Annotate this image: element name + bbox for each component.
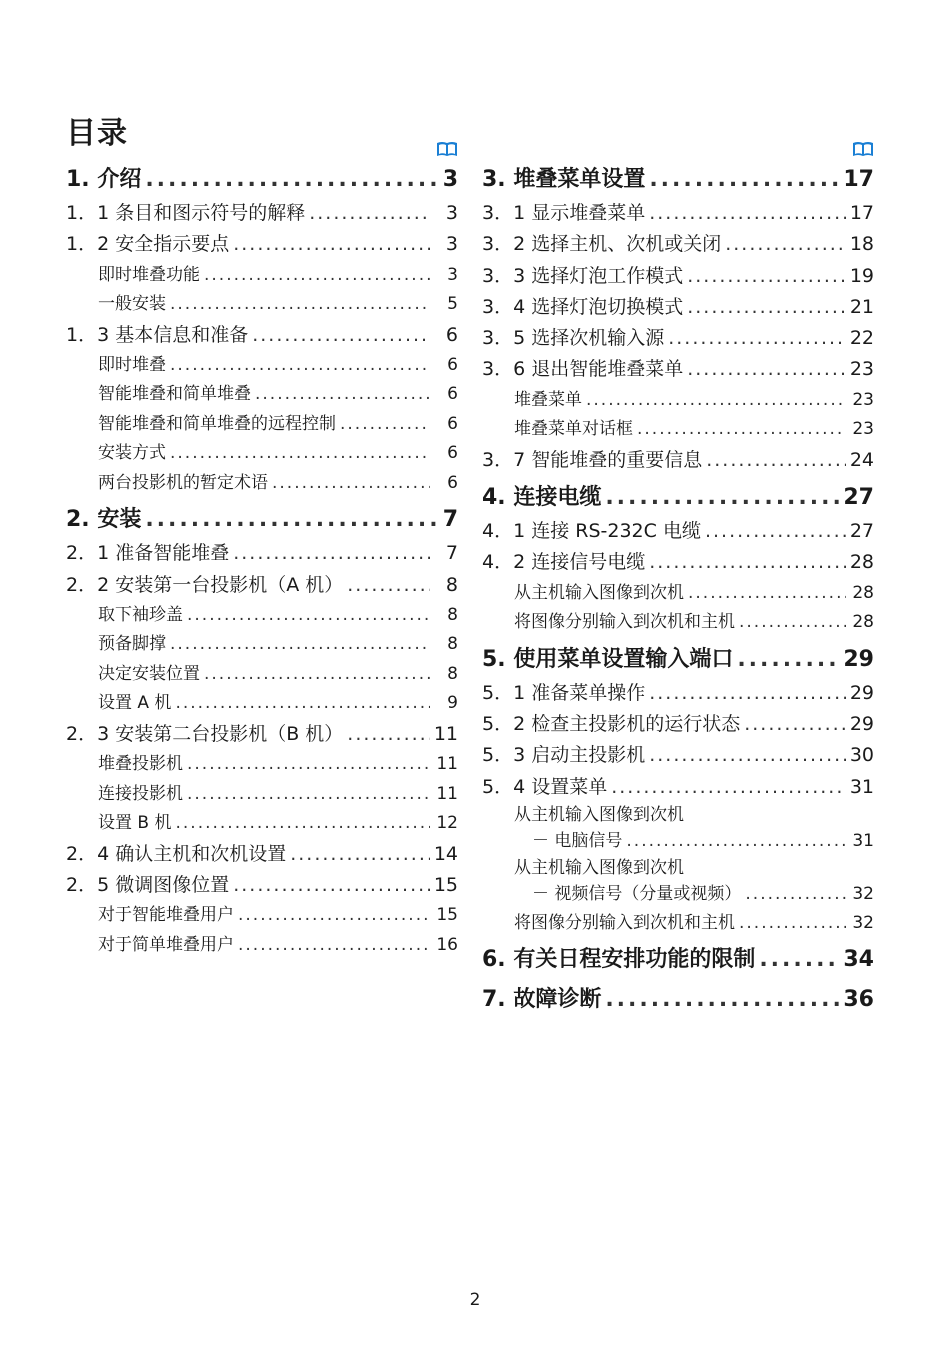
toc-entry-title: 7. 故障诊断 [482, 987, 602, 1013]
dot-leader [170, 630, 430, 660]
toc-page-number: 5 [447, 294, 458, 315]
dot-leader [272, 469, 430, 499]
dot-leader [204, 261, 430, 291]
dot-leader [347, 570, 430, 601]
toc-entry-title: 6. 有关日程安排功能的限制 [482, 947, 756, 973]
toc-section-entry[interactable] [482, 198, 874, 229]
toc-subsection-entry[interactable] [482, 415, 874, 445]
toc-entry-title: 智能堆叠和简单堆叠 [98, 384, 251, 405]
dot-leader [626, 827, 846, 856]
toc-subsection-entry[interactable] [66, 750, 458, 780]
toc-page-number: 34 [843, 947, 874, 973]
toc-entry-title: 预备脚撑 [98, 634, 166, 655]
toc-subsection-entry[interactable] [482, 386, 874, 416]
toc-page-number: 24 [849, 448, 874, 471]
toc-entry-title: 堆叠菜单对话框 [514, 419, 633, 440]
toc-entry-title: 决定安装位置 [98, 663, 200, 684]
toc-entry-title: 设置 A 机 [98, 693, 172, 714]
dot-leader [145, 502, 438, 538]
toc-subsection-entry[interactable] [482, 909, 874, 939]
book-icon [852, 140, 874, 162]
dot-leader [687, 261, 846, 292]
toc-page-number: 17 [849, 202, 874, 224]
toc-subsection-entry[interactable] [66, 689, 458, 719]
toc-entry-title: 堆叠菜单 [514, 389, 582, 410]
dot-leader [668, 323, 846, 354]
toc-page-number: 31 [849, 775, 874, 798]
dot-leader [255, 380, 430, 410]
toc-entry-title: 5．2 检查主投影机的运行状态 [482, 712, 741, 735]
dot-leader [252, 320, 430, 351]
dot-leader [688, 579, 846, 609]
toc-entry-title: 2．3 安装第二台投影机（B 机） [66, 722, 344, 745]
dot-leader [739, 909, 846, 939]
toc-entry-title: 2. 安装 [66, 507, 142, 533]
toc-entry-title: 4．1 连接 RS-232C 电缆 [482, 520, 701, 543]
toc-entry-title: 堆叠投影机 [98, 754, 183, 775]
dot-leader [309, 198, 430, 229]
toc-subsection-entry[interactable] [66, 469, 458, 499]
toc-entry-title: 3．4 选择灯泡切换模式 [482, 295, 684, 318]
toc-entry-title: 将图像分别输入到次机和主机 [514, 912, 735, 933]
toc-entry-title: 3．7 智能堆叠的重要信息 [482, 448, 703, 471]
toc-entry-title: 3．2 选择主机、次机或关闭 [482, 233, 722, 256]
toc-page-number: 12 [436, 813, 458, 834]
toc-page-number: 8 [447, 604, 458, 625]
toc-page-number: 29 [849, 712, 874, 735]
dot-leader [170, 290, 430, 320]
toc-entry [514, 880, 874, 909]
toc-page-number: 14 [433, 842, 458, 865]
toc-chapter-entry[interactable] [482, 942, 874, 978]
toc-page-number: 30 [849, 744, 874, 767]
toc-section-entry[interactable] [482, 678, 874, 709]
toc-entry-title: 1. 介绍 [66, 167, 142, 192]
dot-leader [706, 445, 846, 476]
toc-section-entry[interactable] [482, 740, 874, 771]
toc-entry-title: 连接投影机 [98, 783, 183, 804]
dot-leader [170, 439, 430, 469]
toc-subsection-entry[interactable] [66, 630, 458, 660]
toc-page-number: 18 [849, 233, 874, 256]
dot-leader [739, 608, 846, 638]
toc-subsection-entry[interactable] [482, 608, 874, 638]
dot-leader [238, 931, 430, 961]
toc-page-number: 6 [447, 413, 458, 434]
dot-leader [744, 709, 846, 740]
toc-entry-title: － 电脑信号 [532, 830, 623, 851]
toc-page-number: 7 [442, 507, 458, 533]
toc-subsection-entry[interactable] [66, 809, 458, 839]
toc-entry-title: 3．3 选择灯泡工作模式 [482, 264, 684, 287]
toc-section-entry[interactable] [482, 354, 874, 385]
toc-page-number: 15 [436, 905, 458, 926]
dot-leader [649, 547, 846, 578]
dot-leader [745, 880, 846, 909]
toc-page-number: 29 [843, 646, 874, 672]
toc-page-number: 8 [447, 634, 458, 655]
toc-entry-title: 5．3 启动主投影机 [482, 744, 646, 767]
toc-subsection-entry[interactable] [66, 351, 458, 381]
toc-subsection-entry[interactable] [66, 439, 458, 469]
toc-page-number: 3 [445, 233, 458, 256]
toc-entry-title: 从主机输入图像到次机 [514, 582, 684, 603]
toc-section-entry[interactable] [66, 719, 458, 750]
toc-section-entry[interactable] [66, 320, 458, 351]
toc-page-number: 6 [447, 472, 458, 493]
toc-page-number: 23 [852, 419, 874, 440]
dot-leader [340, 410, 430, 440]
toc-subsection-entry[interactable] [66, 601, 458, 631]
toc-entry-title: 3．6 退出智能堆叠菜单 [482, 358, 684, 381]
toc-entry-title: － 视频信号（分量或视频） [532, 883, 742, 904]
dot-leader [649, 162, 839, 198]
toc-entry-title: 5．1 准备菜单操作 [482, 681, 646, 704]
dot-leader [637, 415, 846, 445]
toc-subsection-entry[interactable] [66, 261, 458, 291]
toc-page-number: 6 [447, 384, 458, 405]
page-number: 2 [469, 1290, 481, 1310]
toc-section-entry[interactable] [482, 547, 874, 578]
toc-entry-title: 5. 使用菜单设置输入端口 [482, 646, 734, 672]
toc-subsection-entry[interactable] [66, 290, 458, 320]
dot-leader [737, 642, 839, 678]
toc-section-entry[interactable] [66, 198, 458, 229]
dot-leader [687, 292, 846, 323]
toc-chapter-entry[interactable] [66, 502, 458, 538]
toc-section-entry[interactable] [482, 516, 874, 547]
toc-entry-title: 4. 连接电缆 [482, 485, 602, 511]
toc-page-number: 11 [436, 783, 458, 804]
toc-page-number: 9 [447, 693, 458, 714]
toc-section-entry[interactable] [482, 772, 874, 803]
dot-leader [175, 809, 430, 839]
dot-leader [687, 354, 846, 385]
toc-subsection-entry[interactable] [66, 410, 458, 440]
toc-entry-title: 2．4 确认主机和次机设置 [66, 842, 287, 865]
toc-page-number: 28 [852, 582, 874, 603]
toc-entry-title: 4．2 连接信号电缆 [482, 551, 646, 574]
toc-section-entry[interactable] [66, 538, 458, 569]
toc-chapter-entry[interactable] [482, 642, 874, 678]
toc-section-entry[interactable] [482, 229, 874, 260]
toc-entry-title: 设置 B 机 [98, 813, 172, 834]
toc-page-number: 23 [849, 358, 874, 381]
dot-leader [238, 901, 430, 931]
toc-page-number: 22 [849, 327, 874, 350]
toc-subsection-entry[interactable] [66, 931, 458, 961]
toc-page-number: 32 [852, 912, 874, 933]
dot-leader [290, 839, 430, 870]
toc-page-number: 7 [445, 542, 458, 565]
toc-section-entry[interactable] [482, 709, 874, 740]
toc-entry-title: 即时堆叠 [98, 354, 166, 375]
toc-page-number: 17 [843, 167, 874, 192]
toc-chapter-entry[interactable] [482, 162, 874, 198]
toc-page-number: 15 [433, 874, 458, 897]
toc-column-left [66, 140, 458, 960]
dot-leader [705, 516, 846, 547]
dot-leader [187, 601, 430, 631]
toc-entry-title: 2．1 准备智能堆叠 [66, 542, 230, 565]
dot-leader [649, 678, 846, 709]
toc-section-entry[interactable] [482, 261, 874, 292]
toc-page-number: 16 [436, 934, 458, 955]
toc-entry-title-line1: 从主机输入图像到次机 [514, 804, 684, 825]
dot-leader [187, 750, 430, 780]
toc-section-entry[interactable] [66, 870, 458, 901]
toc-section-entry[interactable] [66, 570, 458, 601]
toc-page-number: 8 [445, 573, 458, 596]
toc-page-number: 3 [445, 202, 458, 224]
toc-entry-title: 一般安装 [98, 294, 166, 315]
dot-leader [187, 780, 430, 810]
toc-page-number: 21 [849, 295, 874, 318]
toc-entry-title: 智能堆叠和简单堆叠的远程控制 [98, 413, 336, 434]
dot-leader [605, 982, 839, 1018]
toc-entry-title: 即时堆叠功能 [98, 264, 200, 285]
toc-page-number: 11 [433, 722, 458, 745]
toc-page-number: 28 [849, 551, 874, 574]
toc-page-number: 27 [843, 485, 874, 511]
toc-section-entry[interactable] [66, 839, 458, 870]
toc-section-entry[interactable] [482, 445, 874, 476]
toc-page-number: 3 [447, 264, 458, 285]
toc-section-entry[interactable] [66, 229, 458, 260]
page-title: 目录 [66, 116, 128, 151]
toc-chapter-entry[interactable] [482, 982, 874, 1018]
toc-entry-title: 3. 堆叠菜单设置 [482, 167, 646, 192]
toc-page-number: 29 [849, 681, 874, 704]
toc-page-number: 6 [445, 323, 458, 346]
toc-page-number: 32 [852, 883, 874, 904]
toc-entry-title: 5．4 设置菜单 [482, 775, 608, 798]
toc-page-number: 8 [447, 663, 458, 684]
toc-subsection-entry[interactable] [66, 901, 458, 931]
dot-leader [347, 719, 430, 750]
toc-page-number: 3 [442, 167, 458, 192]
toc-subsection-entry[interactable] [66, 660, 458, 690]
toc-entry-title: 3．1 显示堆叠菜单 [482, 202, 646, 224]
toc-entry [514, 827, 874, 856]
toc-entry-title: 1．3 基本信息和准备 [66, 323, 249, 346]
toc-page-number: 6 [447, 443, 458, 464]
dot-leader [605, 480, 839, 516]
toc-entry-title: 将图像分别输入到次机和主机 [514, 612, 735, 633]
toc-subsection-entry[interactable] [482, 579, 874, 609]
toc-chapter-entry[interactable] [66, 162, 458, 198]
toc-entry-title: 安装方式 [98, 443, 166, 464]
dot-leader [145, 162, 438, 198]
toc-entry-title: 对于简单堆叠用户 [98, 934, 234, 955]
toc-section-entry[interactable] [482, 292, 874, 323]
toc-subsection-entry-multiline[interactable] [482, 803, 874, 856]
toc-subsection-entry[interactable] [66, 380, 458, 410]
toc-entry-title: 2．5 微调图像位置 [66, 874, 230, 897]
toc-entry-title: 2．2 安装第一台投影机（A 机） [66, 573, 344, 596]
dot-leader [725, 229, 846, 260]
toc-page-number: 27 [849, 520, 874, 543]
dot-leader [649, 740, 846, 771]
toc-entry-title-line1: 从主机输入图像到次机 [514, 857, 684, 878]
toc-subsection-entry[interactable] [66, 780, 458, 810]
toc-entry-title: 取下袖珍盖 [98, 604, 183, 625]
dot-leader [175, 689, 430, 719]
toc-entry-title: 3．5 选择次机输入源 [482, 327, 665, 350]
toc-entry-title: 对于智能堆叠用户 [98, 905, 234, 926]
toc-chapter-entry[interactable] [482, 480, 874, 516]
dot-leader [170, 351, 430, 381]
toc-page-number: 6 [447, 354, 458, 375]
dot-leader [233, 538, 430, 569]
toc-column-right [482, 140, 874, 1018]
toc-entry-title: 1．1 条目和图示符号的解释 [66, 202, 306, 224]
toc-entry-title: 1．2 安全指示要点 [66, 233, 230, 256]
toc-entry-title: 两台投影机的暂定术语 [98, 472, 268, 493]
toc-page-number: 11 [436, 754, 458, 775]
dot-leader [233, 870, 430, 901]
dot-leader [649, 198, 846, 229]
toc-page-number: 31 [852, 830, 874, 851]
dot-leader [233, 229, 430, 260]
toc-page-number: 28 [852, 612, 874, 633]
toc-page-number: 19 [849, 264, 874, 287]
dot-leader [586, 386, 846, 416]
dot-leader [611, 772, 846, 803]
dot-leader [204, 660, 430, 690]
toc-section-entry[interactable] [482, 323, 874, 354]
toc-subsection-entry-multiline[interactable] [482, 856, 874, 909]
book-icon [436, 140, 458, 162]
dot-leader [759, 942, 839, 978]
toc-page-number: 36 [843, 987, 874, 1013]
toc-page-number: 23 [852, 389, 874, 410]
